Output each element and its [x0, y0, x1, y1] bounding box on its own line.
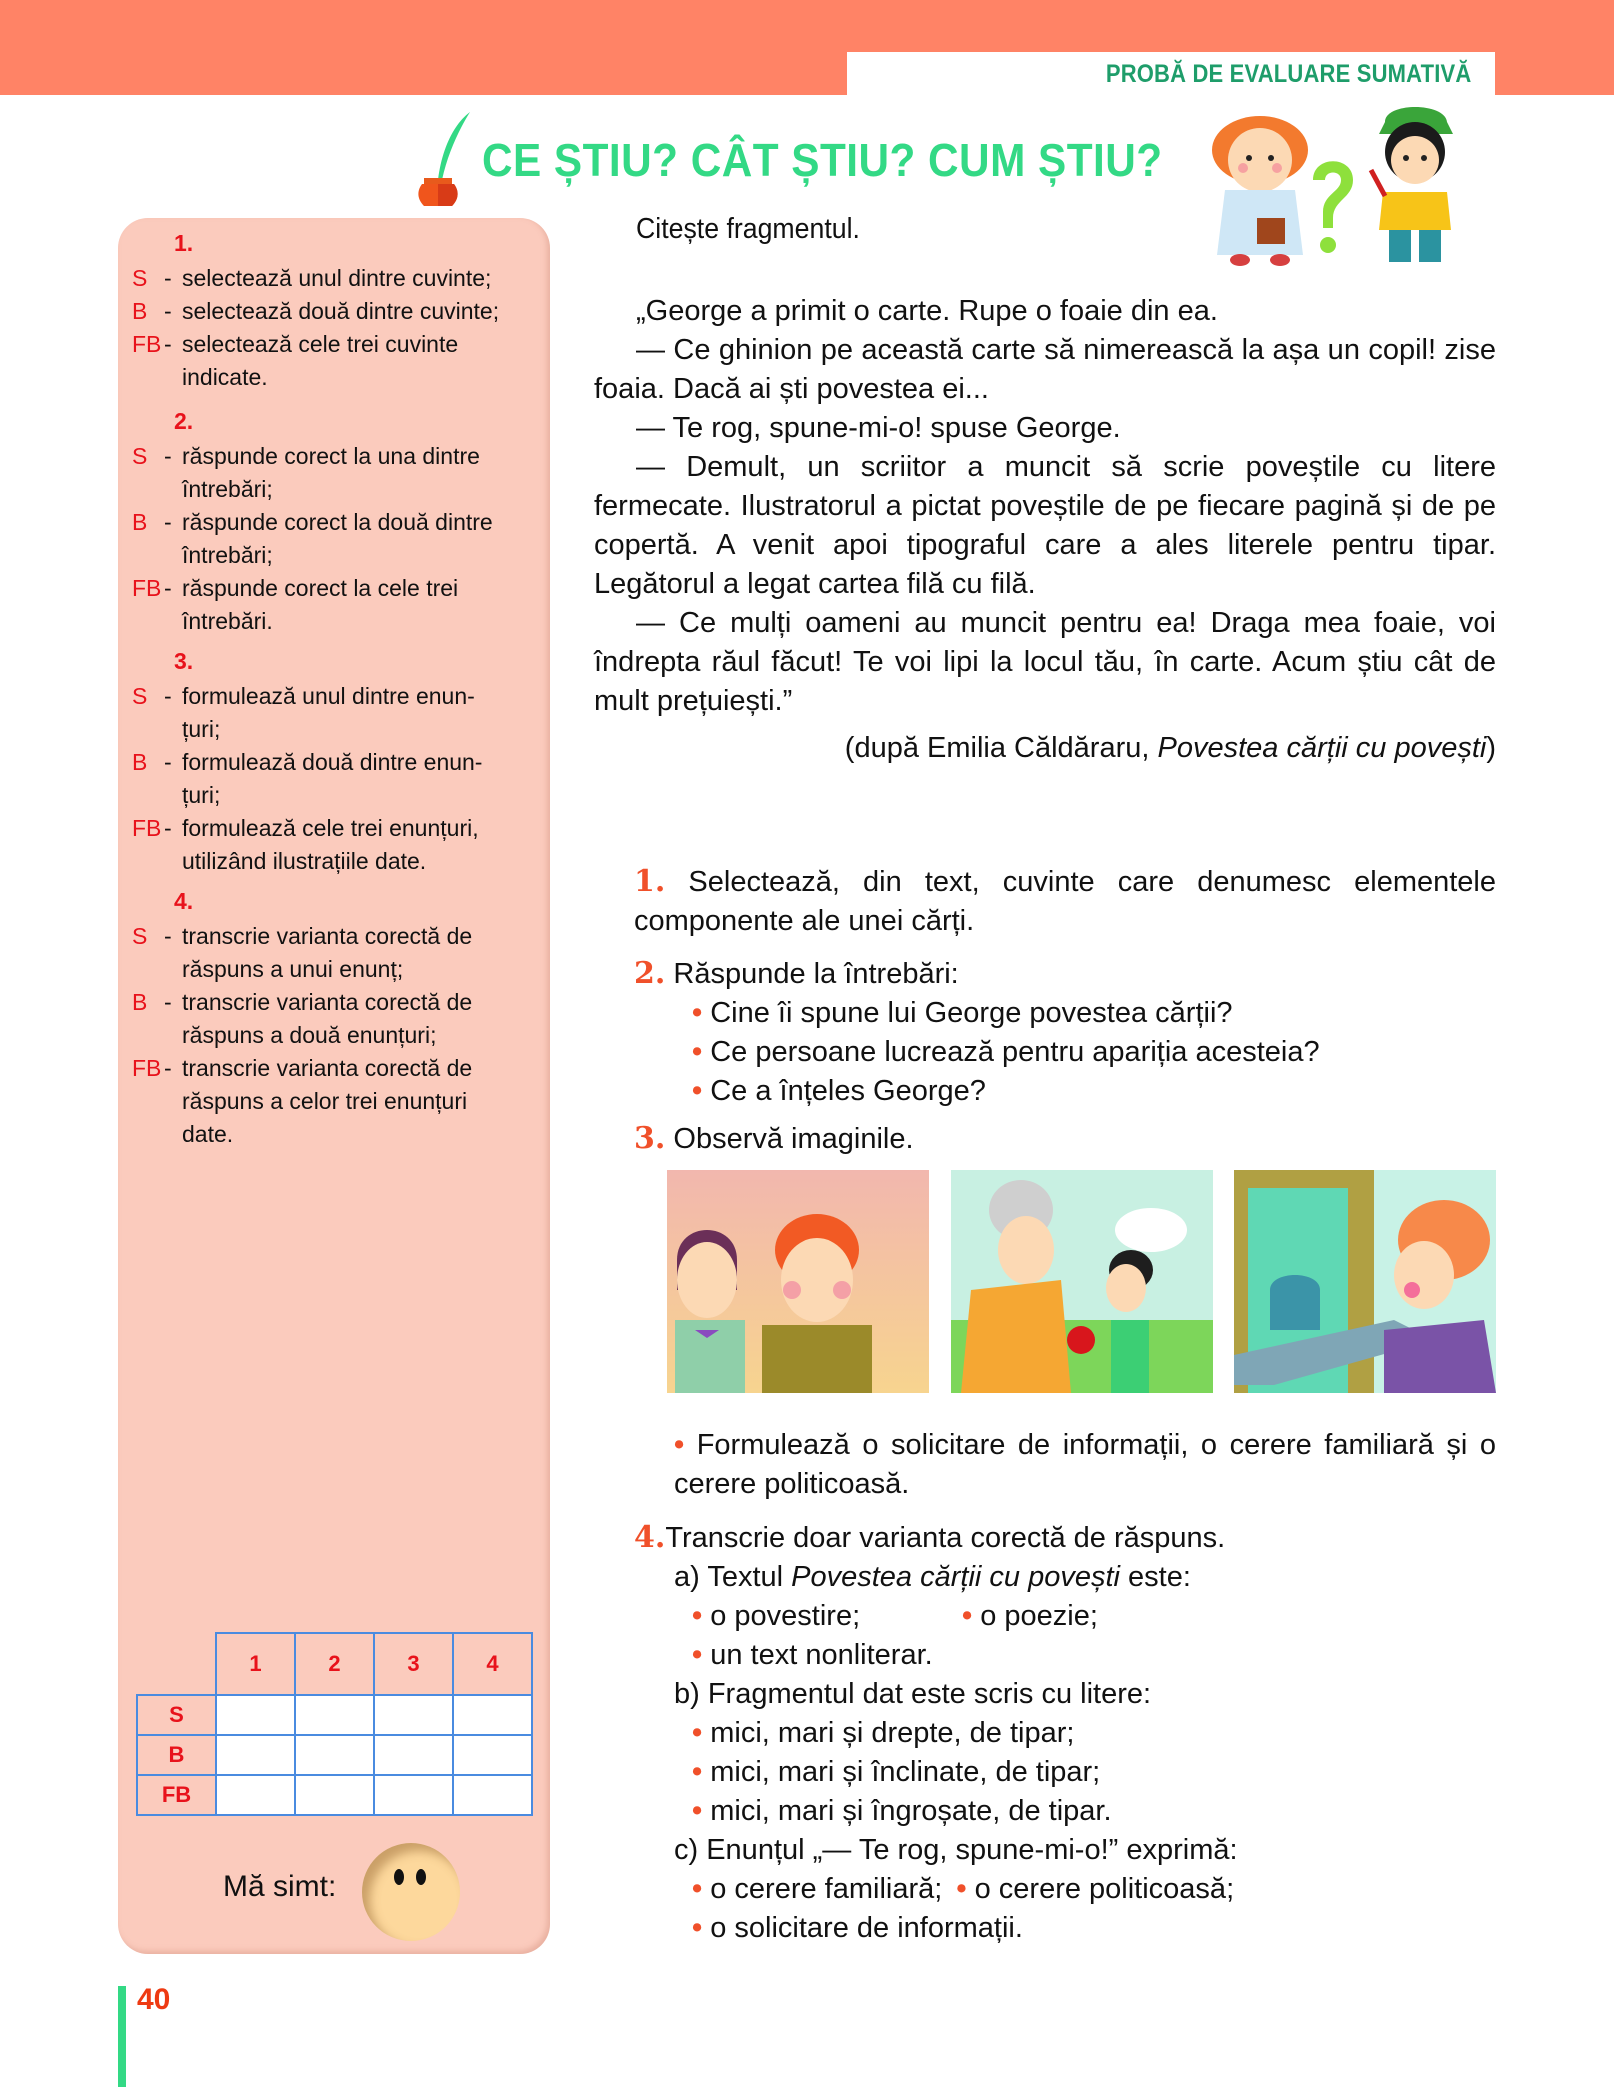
source-prefix: (după Emilia Căldăraru, [844, 732, 1158, 764]
grid-col-header: 3 [374, 1633, 453, 1695]
self-assessment-grid [136, 1632, 533, 1816]
description-line: răspunde corect la cele trei [182, 575, 459, 601]
rubric-item-number: 3. [174, 648, 194, 674]
fragment-paragraph: — Ce ghinion pe această carte să nimerească la așa un copil! zise foaia. Dacă ai ști povestea ei... [594, 334, 1496, 405]
rubric-item-number: 2. [174, 408, 194, 434]
description-line: răspunde corect la una dintre [182, 443, 480, 469]
dash: - [164, 331, 172, 357]
question-3-task: • Formulează o solicitare de informații, o cerere familiară și o cerere politicoasă. [674, 1429, 1496, 1500]
description-line: indicate. [182, 364, 268, 390]
rubric-level-row [132, 295, 538, 328]
dash: - [164, 989, 172, 1015]
description-line: țuri; [182, 716, 221, 742]
grid-row-header: FB [137, 1775, 216, 1815]
grid-cell[interactable] [216, 1735, 295, 1775]
grid-cell[interactable] [295, 1695, 374, 1735]
question-text: Selectează, din text, cuvinte care denumesc elementele componente ale unei cărți. [634, 866, 1496, 937]
level-code: S [132, 265, 148, 291]
level-description [182, 1052, 538, 1151]
page-title: CE ȘTIU? CÂT ȘTIU? CUM ȘTIU? [482, 134, 1163, 186]
q4-part-c: c) Enunțul „— Te rog, spune-mi-o!” exprimă: [674, 1834, 1238, 1866]
level-description [182, 746, 538, 812]
question-number: 4. [634, 1520, 666, 1555]
fragment-paragraph: — Te rog, spune-mi-o! spuse George. [636, 412, 1121, 444]
grid-row-header: B [137, 1735, 216, 1775]
level-description [182, 920, 538, 986]
answer-option[interactable]: • mici, mari și drepte, de tipar; [692, 1717, 1075, 1749]
q4-part-a: a) Textul Povestea cărții cu povești este: [674, 1561, 1191, 1593]
rubric-item-number: 1. [174, 230, 194, 256]
source-citation [594, 729, 1496, 768]
dash: - [164, 265, 172, 291]
level-code: S [132, 683, 148, 709]
description-line: utilizând ilustrațiile date. [182, 848, 427, 874]
answer-option[interactable]: • o poezie; [962, 1600, 1098, 1632]
description-line: răspuns a celor trei enunțuri [182, 1088, 468, 1114]
fragment-paragraph: — Demult, un scriitor a muncit să scrie poveștile cu litere fermecate. Ilustratorul a pictat poveștile de pe fiecare pagină și de pe copertă. A venit apoi tipograful care a ales literele pentru tipar. Legătorul a legat cartea filă cu filă. [594, 451, 1496, 600]
page-number: 40 [137, 1983, 171, 2016]
question-bullet: • Cine îi spune lui George povestea cărții? [692, 997, 1233, 1029]
question-number: 1. [634, 864, 666, 899]
question-bullet: • Ce persoane lucrează pentru apariția acesteia? [692, 1036, 1320, 1068]
task-text: Formulează o solicitare de informații, o cerere familiară și o cerere politicoasă. [674, 1429, 1496, 1500]
grid-row-header: S [137, 1695, 216, 1735]
grid-cell[interactable] [295, 1735, 374, 1775]
description-line: transcrie varianta corectă de [182, 989, 473, 1015]
level-description [182, 440, 538, 506]
dash: - [164, 815, 172, 841]
answer-option[interactable]: • o cerere familiară; [692, 1873, 943, 1905]
evaluation-rubric-panel [118, 218, 550, 1954]
level-code: FB [132, 575, 162, 601]
grid-cell[interactable] [216, 1695, 295, 1735]
description-line: selectează două dintre cuvinte; [182, 298, 500, 324]
level-code: B [132, 298, 148, 324]
description-line: țuri; [182, 782, 221, 808]
text-title: Povestea cărții cu povești [791, 1561, 1120, 1593]
inkpot-quill-icon [408, 108, 474, 208]
description-line: formulează două dintre enun- [182, 749, 483, 775]
page-number-bar [118, 1986, 126, 2087]
rubric-level-row [132, 680, 538, 746]
eye [416, 1869, 426, 1885]
picture-girl-at-counter [1234, 1170, 1496, 1393]
dash: - [164, 509, 172, 535]
rubric-level-row [132, 746, 538, 812]
level-description [182, 328, 538, 394]
level-code: B [132, 749, 148, 775]
q4-part-b: b) Fragmentul dat este scris cu litere: [674, 1678, 1152, 1710]
grid-cell[interactable] [216, 1775, 295, 1815]
reading-fragment [594, 292, 1496, 768]
description-line: întrebări. [182, 608, 273, 634]
description-line: răspuns a două enunțuri; [182, 1022, 437, 1048]
description-line: transcrie varianta corectă de [182, 1055, 473, 1081]
level-code: FB [132, 1055, 162, 1081]
dash: - [164, 683, 172, 709]
description-line: formulează cele trei enunțuri, [182, 815, 479, 841]
rubric-level-row [132, 440, 538, 506]
level-description [182, 812, 538, 878]
description-line: întrebări; [182, 476, 273, 502]
answer-option[interactable]: • o povestire; [692, 1600, 861, 1632]
question-text: Observă imaginile. [673, 1123, 914, 1155]
grid-cell[interactable] [453, 1735, 532, 1775]
question-text: Răspunde la întrebări: [673, 958, 959, 990]
picture-grandmother-and-boy [951, 1170, 1213, 1393]
dash: - [164, 923, 172, 949]
dash: - [164, 1055, 172, 1081]
question-number: 3. [634, 1121, 666, 1156]
rubric-item-number: 4. [174, 888, 194, 914]
fragment-paragraph: — Ce mulți oameni au muncit pentru ea! Draga mea foaie, voi îndrepta răul făcut! Te voi lipi la locul tău, în carte. Acum știu cât de mult prețuiești.” [594, 607, 1496, 717]
grid-cell[interactable] [453, 1695, 532, 1735]
grid-col-header: 2 [295, 1633, 374, 1695]
grid-cell[interactable] [374, 1775, 453, 1815]
grid-cell[interactable] [374, 1735, 453, 1775]
answer-option[interactable]: • o solicitare de informații. [692, 1912, 1023, 1944]
level-code: S [132, 443, 148, 469]
rubric-level-row [132, 920, 538, 986]
instruction-text: Citește fragmentul. [636, 213, 860, 245]
dash: - [164, 298, 172, 324]
section-header-tab [847, 52, 1495, 96]
description-line: răspuns a unui enunț; [182, 956, 404, 982]
reading-instruction [594, 210, 1496, 249]
question-2 [634, 954, 1496, 1111]
fragment-paragraph: „George a primit o carte. Rupe o foaie din ea. [636, 295, 1218, 327]
level-description [182, 262, 538, 295]
feeling-label: Mă simt: [223, 1870, 337, 1903]
description-line: răspunde corect la două dintre [182, 509, 493, 535]
dash: - [164, 749, 172, 775]
rubric-level-row [132, 812, 538, 878]
level-code: B [132, 989, 148, 1015]
level-description [182, 295, 538, 328]
section-label: PROBĂ DE EVALUARE SUMATIVĂ [1105, 60, 1471, 88]
rubric-level-row [132, 1052, 538, 1151]
rubric-level-row [132, 262, 538, 295]
level-code: S [132, 923, 148, 949]
grid-cell[interactable] [453, 1775, 532, 1815]
grid-cell[interactable] [374, 1695, 453, 1735]
source-suffix: ) [1486, 732, 1496, 764]
feeling-face-icon[interactable] [362, 1843, 460, 1941]
answer-option[interactable]: • mici, mari și îngroșate, de tipar. [692, 1795, 1112, 1827]
picture-two-children [667, 1170, 929, 1393]
description-line: transcrie varianta corectă de [182, 923, 473, 949]
question-4 [634, 1518, 1496, 1948]
grid-col-header: 4 [453, 1633, 532, 1695]
eye [394, 1869, 404, 1885]
dash: - [164, 443, 172, 469]
question-number: 2. [634, 956, 666, 991]
grid-cell[interactable] [295, 1775, 374, 1815]
description-line: selectează unul dintre cuvinte; [182, 265, 492, 291]
grid-col-header: 1 [216, 1633, 295, 1695]
level-code: FB [132, 331, 162, 357]
answer-option[interactable]: • mici, mari și înclinate, de tipar; [692, 1756, 1101, 1788]
level-description [182, 572, 538, 638]
rubric-level-row [132, 328, 538, 394]
level-code: FB [132, 815, 162, 841]
level-description [182, 506, 538, 572]
description-line: întrebări; [182, 542, 273, 568]
level-code: B [132, 509, 148, 535]
description-line: selectează cele trei cuvinte [182, 331, 459, 357]
answer-option[interactable]: • o cerere politicoasă; [956, 1873, 1235, 1905]
rubric-level-row [132, 506, 538, 572]
source-title: Povestea cărții cu povești [1157, 732, 1487, 764]
description-line: formulează unul dintre enun- [182, 683, 475, 709]
question-text: Transcrie doar varianta corectă de răspuns. [665, 1522, 1226, 1554]
answer-option[interactable]: • un text nonliterar. [692, 1639, 933, 1671]
rubric-level-row [132, 986, 538, 1052]
level-description [182, 680, 538, 746]
description-line: date. [182, 1121, 234, 1147]
level-description [182, 986, 538, 1052]
rubric-level-row [132, 572, 538, 638]
dash: - [164, 575, 172, 601]
question-1 [634, 862, 1496, 941]
question-bullet: • Ce a înțeles George? [692, 1075, 986, 1107]
question-3 [634, 1119, 1496, 1159]
